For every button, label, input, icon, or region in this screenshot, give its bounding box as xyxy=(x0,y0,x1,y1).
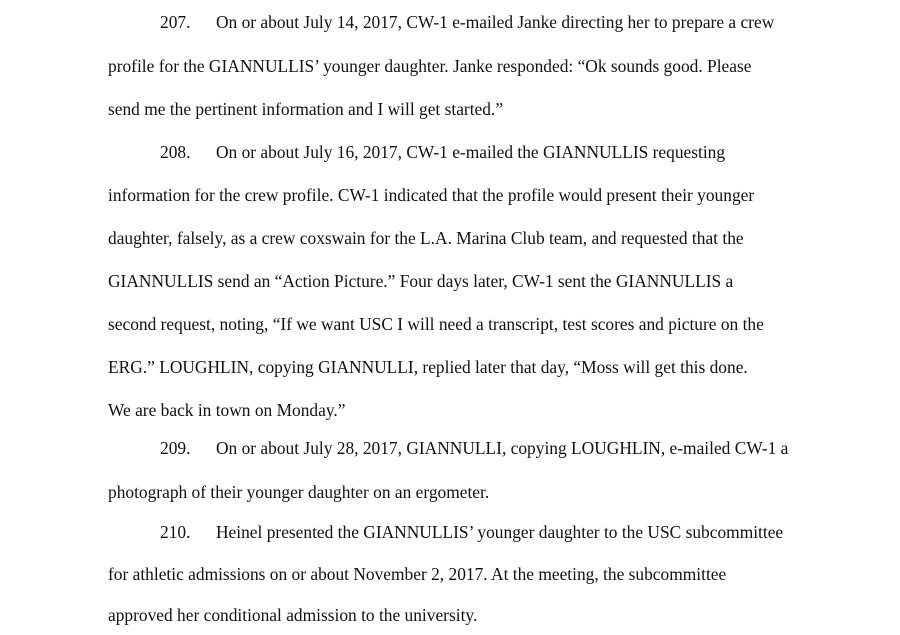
paragraph-207-line-1 xyxy=(160,11,774,33)
paragraph-number: 207. xyxy=(160,12,191,32)
paragraph-210-line-2: for athletic admissions on or about November 2, 2017. At the meeting, the subcommittee xyxy=(108,564,727,584)
paragraph-208-line-4: GIANNULLIS send an “Action Picture.” Four days later, CW-1 sent the GIANNULLIS a xyxy=(108,271,734,291)
paragraph-208-line-3: daughter, falsely, as a crew coxswain for the L.A. Marina Club team, and requested that the xyxy=(108,228,744,248)
paragraph-208-line-2: information for the crew profile. CW-1 indicated that the profile would present their younger xyxy=(108,185,755,205)
paragraph-text: On or about July 28, 2017, GIANNULLI, copying LOUGHLIN, e-mailed CW-1 a xyxy=(216,438,789,458)
paragraph-208-line-6: ERG.” LOUGHLIN, copying GIANNULLI, replied later that day, “Moss will get this done. xyxy=(108,357,748,377)
paragraph-209-line-2: photograph of their younger daughter on an ergometer. xyxy=(108,482,490,502)
paragraph-207-line-3: send me the pertinent information and I will get started.” xyxy=(108,99,504,119)
paragraph-text: On or about July 16, 2017, CW-1 e-mailed the GIANNULLIS requesting xyxy=(216,142,726,162)
paragraph-210-line-3: approved her conditional admission to the university. xyxy=(108,605,478,625)
paragraph-208-line-5: second request, noting, “If we want USC I will need a transcript, test scores and picture on the xyxy=(108,314,764,334)
paragraph-209-line-1 xyxy=(160,437,788,459)
paragraph-208-line-7: We are back in town on Monday.” xyxy=(108,400,346,420)
paragraph-number: 209. xyxy=(160,438,191,458)
paragraph-text: On or about July 14, 2017, CW-1 e-mailed Janke directing her to prepare a crew xyxy=(216,12,775,32)
paragraph-207-line-2: profile for the GIANNULLIS’ younger daughter. Janke responded: “Ok sounds good. Please xyxy=(108,56,752,76)
paragraph-text: Heinel presented the GIANNULLIS’ younger daughter to the USC subcommittee xyxy=(216,522,784,542)
paragraph-number: 210. xyxy=(160,522,191,542)
paragraph-number: 208. xyxy=(160,142,191,162)
paragraph-210-line-1 xyxy=(160,521,783,543)
paragraph-208-line-1 xyxy=(160,141,725,163)
